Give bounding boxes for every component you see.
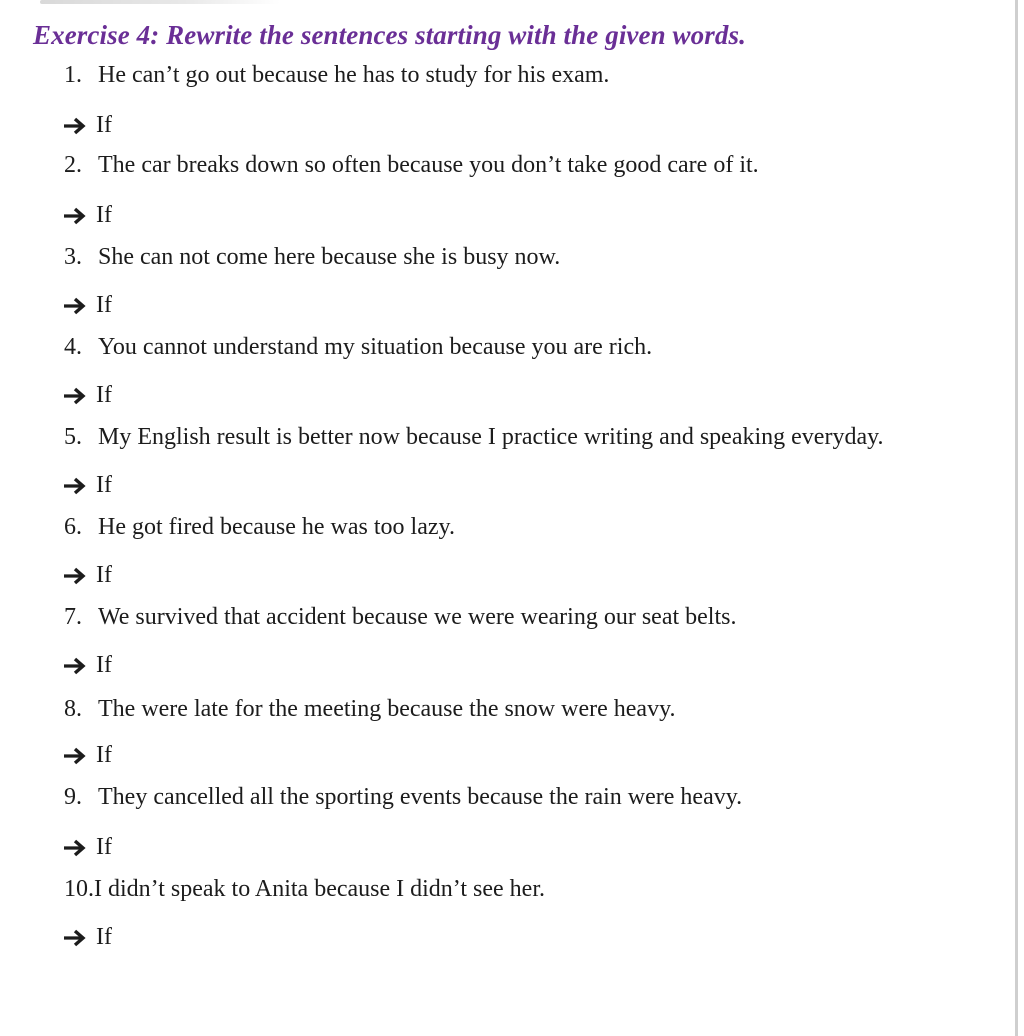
answer-prefix: If	[96, 562, 112, 588]
arrow-right-icon	[62, 116, 90, 136]
answer-line-5	[62, 472, 112, 499]
answer-line-2	[62, 202, 112, 229]
exercise-item-4	[64, 334, 652, 361]
answer-line-3	[62, 292, 112, 319]
item-number: 1.	[64, 62, 82, 88]
exercise-item-5	[64, 424, 884, 451]
exercise-item-6	[64, 514, 455, 541]
answer-prefix: If	[96, 742, 112, 768]
item-number: 2.	[64, 152, 82, 178]
arrow-right-icon	[62, 746, 90, 766]
arrow-right-icon	[62, 206, 90, 226]
item-number: 9.	[64, 784, 82, 810]
page-edge-line	[1015, 0, 1018, 1036]
exercise-item-3	[64, 244, 560, 271]
answer-prefix: If	[96, 924, 112, 950]
exercise-item-2	[64, 152, 759, 179]
answer-prefix: If	[96, 652, 112, 678]
item-number: 4.	[64, 334, 82, 360]
item-sentence: You cannot understand my situation because you are rich.	[98, 334, 653, 360]
answer-line-9	[62, 834, 112, 861]
item-number: 10.	[64, 876, 94, 902]
item-number: 6.	[64, 514, 82, 540]
arrow-right-icon	[62, 296, 90, 316]
item-number: 5.	[64, 424, 82, 450]
arrow-right-icon	[62, 656, 90, 676]
cropped-text-fragment	[40, 0, 280, 4]
answer-prefix: If	[96, 382, 112, 408]
item-sentence: We survived that accident because we were wearing our seat belts.	[98, 604, 737, 630]
exercise-item-8	[64, 696, 676, 723]
answer-line-10	[62, 924, 112, 951]
answer-line-1	[62, 112, 112, 139]
answer-prefix: If	[96, 292, 112, 318]
exercise-item-9	[64, 784, 742, 811]
item-sentence: They cancelled all the sporting events because the rain were heavy.	[98, 784, 743, 810]
item-number: 7.	[64, 604, 82, 630]
exercise-item-1	[64, 62, 609, 89]
exercise-item-7	[64, 604, 736, 631]
arrow-right-icon	[62, 928, 90, 948]
answer-prefix: If	[96, 202, 112, 228]
item-sentence: She can not come here because she is busy now.	[98, 244, 561, 270]
answer-prefix: If	[96, 112, 112, 138]
arrow-right-icon	[62, 386, 90, 406]
item-sentence: He got fired because he was too lazy.	[98, 514, 455, 540]
arrow-right-icon	[62, 476, 90, 496]
item-sentence: My English result is better now because I practice writing and speaking everyday.	[98, 424, 884, 450]
item-number: 3.	[64, 244, 82, 270]
exercise-item-10	[64, 876, 545, 903]
item-number: 8.	[64, 696, 82, 722]
arrow-right-icon	[62, 838, 90, 858]
item-sentence: The were late for the meeting because the snow were heavy.	[98, 696, 676, 722]
answer-prefix: If	[96, 472, 112, 498]
answer-line-4	[62, 382, 112, 409]
item-sentence: He can’t go out because he has to study for his exam.	[98, 62, 610, 88]
answer-line-6	[62, 562, 112, 589]
answer-line-7	[62, 652, 112, 679]
answer-prefix: If	[96, 834, 112, 860]
item-sentence: The car breaks down so often because you don’t take good care of it.	[98, 152, 759, 178]
exercise-title: Exercise 4: Rewrite the sentences starting with the given words.	[33, 20, 746, 50]
arrow-right-icon	[62, 566, 90, 586]
item-sentence: I didn’t speak to Anita because I didn’t see her.	[94, 876, 545, 902]
answer-line-8	[62, 742, 112, 769]
